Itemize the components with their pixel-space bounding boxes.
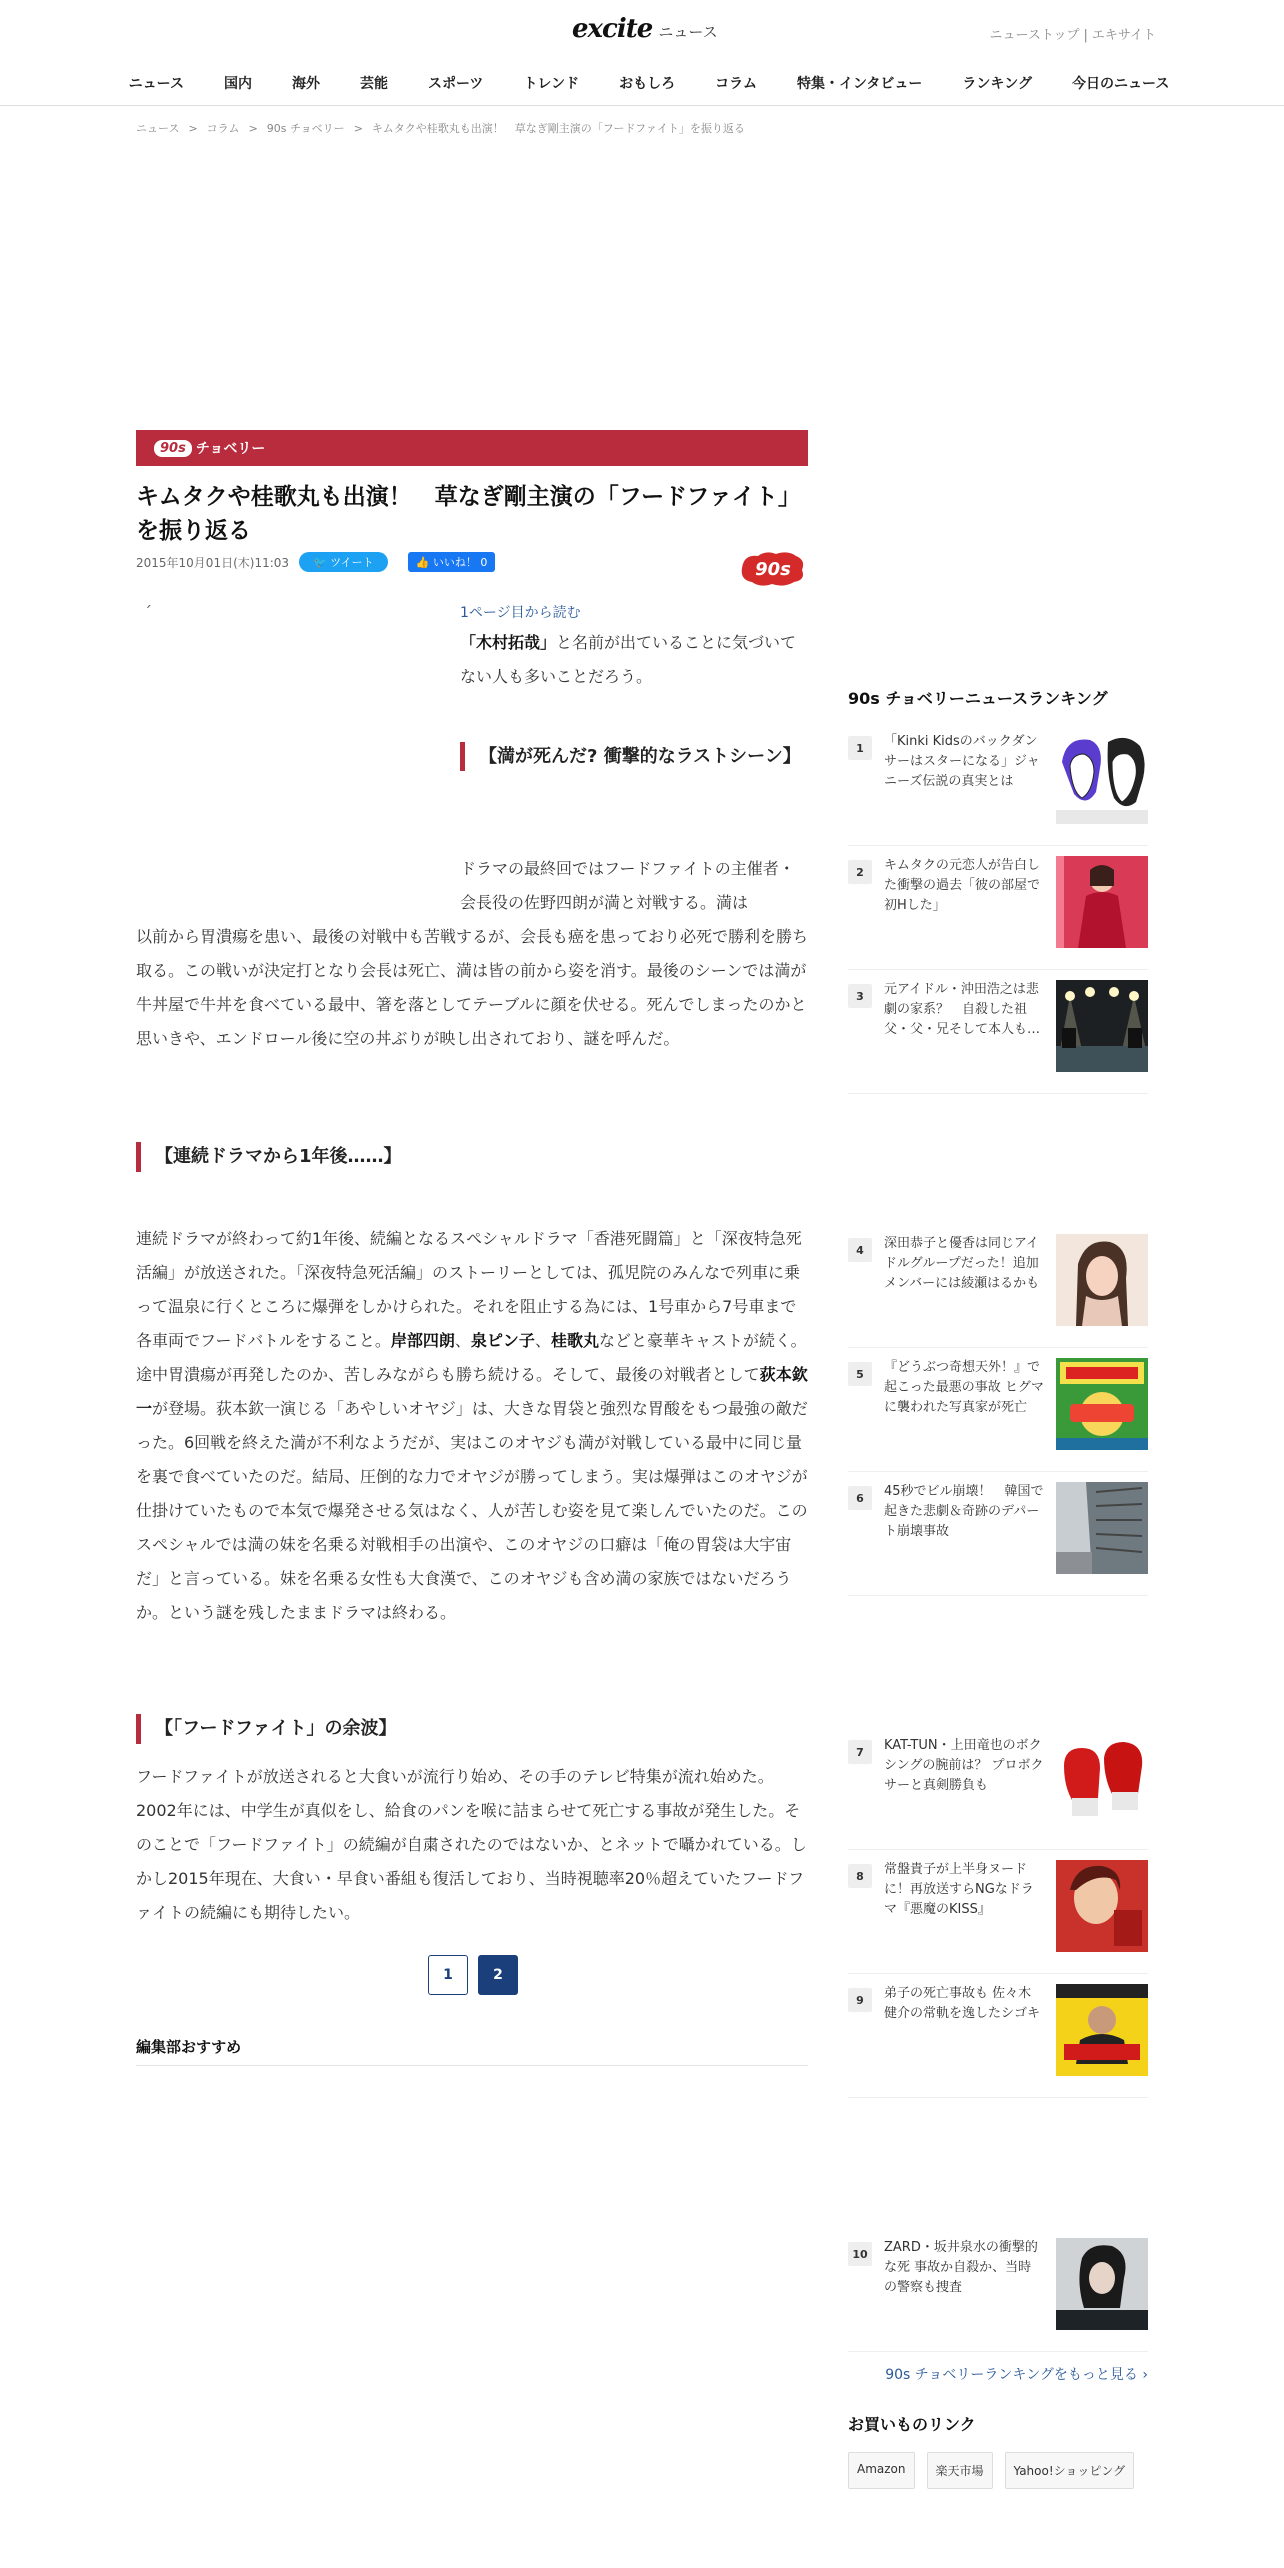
rank-number: 9: [848, 1988, 872, 2012]
category-name: チョベリー: [195, 441, 266, 457]
category-bar[interactable]: [136, 430, 808, 466]
rank-number: 3: [848, 984, 872, 1008]
breadcrumb-sep: >: [353, 122, 363, 135]
article-meta: [136, 552, 495, 572]
like-button[interactable]: [408, 552, 496, 572]
rank-number: 1: [848, 736, 872, 760]
news-top-link[interactable]: ニューストップ: [989, 28, 1080, 43]
red-dress-thumbnail: [1056, 856, 1148, 948]
paragraph-text: と名前が出ていることに気づいてない人も多いことだろう。: [460, 633, 797, 686]
rank-title: ZARD・坂井泉水の衝撃的な死 事故か自殺か、当時の警察も捜査: [884, 2240, 1038, 2295]
badge-90s-icon: [738, 548, 808, 588]
breadcrumb: [136, 120, 745, 136]
breadcrumb-category[interactable]: 90s チョベリー: [266, 122, 345, 135]
rank-number: 6: [848, 1486, 872, 1510]
divider: |: [1083, 28, 1088, 43]
rank-number: 4: [848, 1238, 872, 1262]
page-2-button[interactable]: 2: [478, 1955, 518, 1995]
shop-link-yahoo[interactable]: Yahoo!ショッピング: [1005, 2452, 1135, 2489]
nav-item-column[interactable]: コラム: [715, 75, 757, 92]
logo-mark: excite: [572, 14, 653, 44]
tweet-button[interactable]: [299, 552, 388, 572]
bold-name: 「木村拓哉」: [460, 633, 557, 652]
nav-item-entertainment[interactable]: 芸能: [359, 75, 388, 92]
top-links: [990, 24, 1156, 43]
ranking-item-9[interactable]: [848, 1984, 1148, 2098]
bold-name: 荻本欽一: [136, 1365, 808, 1418]
tweet-label: ツイート: [330, 556, 374, 569]
section-heading-2: 【連続ドラマから1年後……】: [136, 1142, 808, 1172]
like-label: いいね！ 0: [432, 556, 488, 569]
rank-title: 常盤貴子が上半身ヌードに！再放送すらNGなドラマ『悪魔のKISS』: [884, 1862, 1034, 1917]
ranking-item-3[interactable]: [848, 980, 1148, 1094]
album-cover-thumbnail: [1056, 2238, 1148, 2330]
rank-title: キムタクの元恋人が告白した衝撃の過去「彼の部屋で初Hした」: [884, 858, 1041, 913]
paragraph-2b: 以前から胃潰瘍を患い、最後の対戦中も苦戦するが、会長も癌を患っており必死で勝利を勝ち取る。この戦いが決定打となり会長は死亡、満は皆の前から姿を消す。最後のシーンでは満が牛丼屋で牛丼を食べている最中、箸を落としてテーブルに顔を伏せる。死んでしまったのかと思いきや、エンドロール後に空の丼ぶりが映し出されており、謎を呼んだ。: [136, 927, 809, 1048]
portrait-thumbnail: [1056, 1234, 1148, 1326]
nav-item-news[interactable]: ニュース: [128, 75, 184, 92]
excite-logo[interactable]: [572, 14, 718, 44]
read-from-first-page-link[interactable]: 1ページ目から読む: [460, 605, 581, 621]
breadcrumb-news[interactable]: ニュース: [136, 122, 180, 135]
shop-link-amazon[interactable]: Amazon: [848, 2452, 915, 2489]
ranking-item-8[interactable]: [848, 1860, 1148, 1974]
book-cover-thumbnail: [1056, 1358, 1148, 1450]
nav-item-overseas[interactable]: 海外: [291, 75, 320, 92]
more-link-label: 90s チョベリーランキングをもっと見る: [885, 2367, 1138, 2383]
nav-item-trend[interactable]: トレンド: [523, 75, 580, 92]
bold-name: 桂歌丸: [550, 1331, 599, 1350]
bold-name: 泉ピン子: [470, 1331, 535, 1350]
paragraph-text: 連続ドラマが終わって約1年後、続編となるスペシャルドラマ「香港死闘篇」と「深夜特急死活編」が放送された。「深夜特急死活編」のストーリーとしては、孤児院のみんなで列車に乗って温泉に行くところに爆弾をしかけられた。それを阻止する為には、1号車から7号車まで各車両でフードバトルをすること。: [136, 1229, 802, 1350]
shopping-links: [848, 2452, 1134, 2489]
page-1-button[interactable]: 1: [428, 1955, 468, 1995]
rank-number: 10: [848, 2242, 872, 2266]
ranking-item-10[interactable]: [848, 2238, 1148, 2352]
chevron-right-icon: ›: [1137, 2367, 1148, 2383]
quote-mark: ´: [144, 603, 152, 622]
shop-link-rakuten[interactable]: 楽天市場: [927, 2452, 993, 2489]
boxing-gloves-thumbnail: [1056, 1736, 1148, 1828]
excite-link[interactable]: エキサイト: [1091, 28, 1156, 43]
section-heading-1: 【満が死んだ? 衝撃的なラストシーン】: [460, 742, 808, 771]
rank-title: 「Kinki Kidsのバックダンサーはスターになる」ジャニーズ伝説の真実とは: [884, 734, 1040, 789]
global-nav: [0, 60, 1284, 106]
rank-number: 7: [848, 1740, 872, 1764]
category-badge: 90s: [154, 440, 192, 457]
section-heading-3: 【「フードファイト」の余波】: [136, 1714, 808, 1744]
ranking-item-4[interactable]: [848, 1234, 1148, 1348]
rank-title: 深田恭子と優香は同じアイドルグループだった！追加メンバーには綾瀬はるかも: [884, 1236, 1040, 1291]
logo-subtitle: ニュース: [658, 23, 718, 41]
rank-title: KAT-TUN・上田竜也のボクシングの腕前は？ プロボクサーと真剣勝負も: [884, 1738, 1044, 1793]
bold-name: 岸部四朗: [390, 1331, 455, 1350]
yellow-cover-thumbnail: [1056, 1984, 1148, 2076]
breadcrumb-sep: >: [188, 122, 198, 135]
breadcrumb-sep: >: [248, 122, 258, 135]
stage-lights-thumbnail: [1056, 980, 1148, 1072]
ranking-item-6[interactable]: [848, 1482, 1148, 1596]
article-date: 2015年10月01日(木)11:03: [136, 555, 290, 570]
nav-item-ranking[interactable]: ランキング: [962, 75, 1033, 92]
nav-item-today[interactable]: 今日のニュース: [1072, 75, 1170, 92]
twitter-bird-icon: 🐦: [313, 556, 331, 569]
rank-title: 『どうぶつ奇想天外！』で起こった最悪の事故 ヒグマに襲われた写真家が死亡: [884, 1360, 1044, 1415]
nav-item-funny[interactable]: おもしろ: [619, 75, 676, 92]
article-title: キムタクや桂歌丸も出演！ 草なぎ剛主演の「フードファイト」を振り返る: [136, 484, 801, 544]
manga-faces-thumbnail: [1056, 732, 1148, 824]
rank-number: 8: [848, 1864, 872, 1888]
site-header: [0, 0, 1284, 60]
separator: 、: [534, 1331, 551, 1350]
ranking-item-7[interactable]: [848, 1736, 1148, 1850]
separator: 、: [454, 1331, 471, 1350]
shopping-links-title: お買いものリンク: [848, 2415, 976, 2434]
rank-number: 2: [848, 860, 872, 884]
rank-number: 5: [848, 1362, 872, 1386]
paragraph-1: [460, 626, 808, 694]
rank-title: 弟子の死亡事故も 佐々木健介の常軌を逸したシゴキ: [884, 1986, 1041, 2021]
nav-item-feature[interactable]: 特集・インタビュー: [796, 75, 923, 92]
red-poster-thumbnail: [1056, 1860, 1148, 1952]
paragraph-text: が登場。荻本欽一演じる「あやしいオヤジ」は、大きな胃袋と強烈な胃酸をもつ最強の敵だった。6回戦を終えた満が不利なようだが、実はこのオヤジも満が対戦している最中に同じ量を裏で食べていたのだ。結局、圧倒的な力でオヤジが勝ってしまう。実は爆弾はこのオヤジが仕掛けていたもので本気で爆発させる気はなく、人が苦しむ姿を見て楽しんでいたのだ。このスペシャルでは満の妹を名乗る対戦相手の出演や、このオヤジの口癖は「俺の胃袋は大宇宙だ」と言っている。妹を名乗る女性も大食漢で、このオヤジも含め満の家族ではないだろうか。という謎を残したままドラマは終わる。: [136, 1399, 808, 1622]
breadcrumb-column[interactable]: コラム: [206, 122, 240, 135]
breadcrumb-current: キムタクや桂歌丸も出演！ 草なぎ剛主演の「フードファイト」を振り返る: [371, 122, 745, 135]
rank-title: 45秒でビル崩壊！ 韓国で起きた悲劇＆奇跡のデパート崩壊事故: [884, 1484, 1044, 1539]
badge-90s-text: 90s: [755, 559, 791, 580]
ranking-title: 90s チョベリーニュースランキング: [848, 689, 1108, 708]
nav-item-sports[interactable]: スポーツ: [427, 75, 484, 92]
ranking-item-5[interactable]: [848, 1358, 1148, 1472]
ranking-item-2[interactable]: [848, 856, 1148, 970]
paragraph-4: フードファイトが放送されると大食いが流行り始め、その手のテレビ特集が流れ始めた。2002年には、中学生が真似をし、給食のパンを喉に詰まらせて死亡する事故が発生した。そのことで「フードファイト」の続編が自粛されたのではないか、とネットで囁かれている。しかし2015年現在、大食い・早食い番組も復活しており、当時視聴率20％超えていたフードファイトの続編にも期待したい。: [136, 1767, 807, 1922]
ranking-item-1[interactable]: [848, 732, 1148, 846]
paragraph-text: などと豪華キャストが続く。途中胃潰瘍が再発したのか、苦しみながらも勝ち続ける。そして、最後の対戦者として: [136, 1331, 807, 1384]
pagination: [428, 1955, 518, 1995]
paragraph-3: [136, 1222, 808, 1630]
editor-recommend-heading: 編集部おすすめ: [136, 2036, 808, 2066]
thumbs-up-icon: 👍: [415, 556, 433, 569]
nav-item-domestic[interactable]: 国内: [223, 75, 252, 92]
ranking-more-link[interactable]: [885, 2364, 1148, 2384]
building-thumbnail: [1056, 1482, 1148, 1574]
rank-title: 元アイドル・沖田浩之は悲劇の家系？ 自殺した祖父・父・兄そして本人も…: [884, 982, 1041, 1037]
paragraph-2a: ドラマの最終回ではフードファイトの主催者・会長役の佐野四朗が満と対戦する。満は: [460, 859, 795, 912]
